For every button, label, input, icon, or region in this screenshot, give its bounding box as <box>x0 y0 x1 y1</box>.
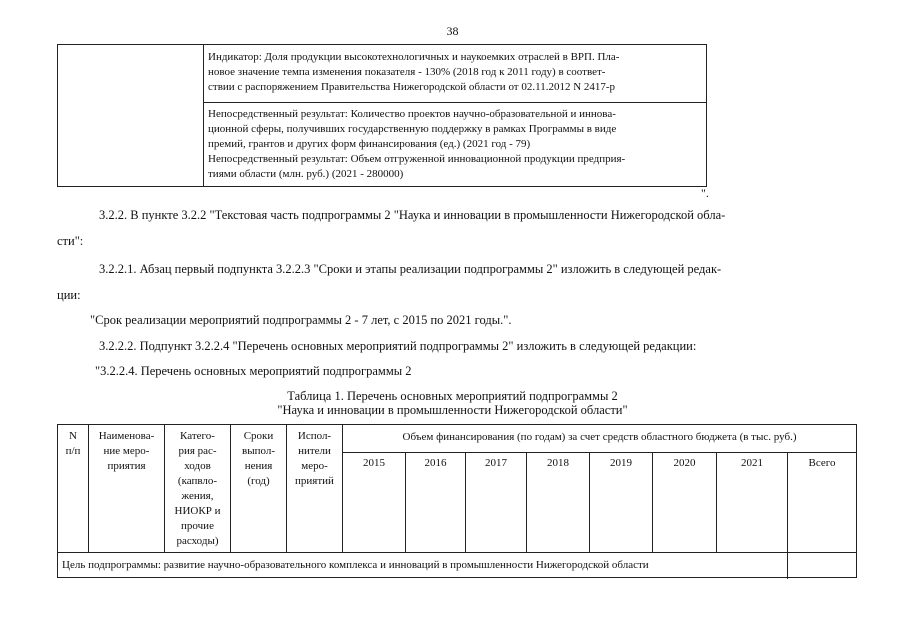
page-number: 38 <box>446 24 459 38</box>
paragraph-3-2-2-1: 3.2.2.1. Абзац первый подпункта 3.2.2.3 "Сроки и этапы реализации подпрограммы 2" изложить в следующей редак- <box>99 262 722 276</box>
indicator-line: Индикатор: Доля продукции высокотехнологичных и наукоемких отраслей в ВРП. Пла- <box>208 51 620 63</box>
result-cell <box>208 107 625 182</box>
header-year: 2015 <box>363 457 385 469</box>
table-title <box>0 389 905 417</box>
result-line: Непосредственный результат: Объем отгруженной инновационной продукции предприя- <box>208 153 626 165</box>
header-year: 2019 <box>610 457 632 469</box>
paragraph-3-2-2: 3.2.2. В пункте 3.2.2 "Текстовая часть подпрограммы 2 "Наука и инновации в промышленности Нижегородской обла- <box>99 208 726 222</box>
grid-line <box>58 552 856 553</box>
result-line: тиями области (млн. руб.) (2021 - 280000) <box>208 168 404 180</box>
indicator-line: новое значение темпа изменения показателя - 130% (2018 год к 2011 году) в соответ- <box>208 66 606 78</box>
header-terms: Сроки выпол- нения (год) <box>242 430 275 487</box>
paragraph-3-2-2-1-cont: ции: <box>57 288 81 302</box>
paragraph-term-quote: "Срок реализации мероприятий подпрограммы 2 - 7 лет, с 2015 по 2021 годы.". <box>90 313 512 327</box>
grid-line <box>342 452 856 453</box>
header-year: 2020 <box>673 457 696 469</box>
header-year: 2021 <box>741 457 763 469</box>
closing-quote: ". <box>701 186 709 200</box>
header-activity-name: Наименова- ние меро- приятия <box>98 430 155 472</box>
result-line: ционной сферы, получивших государственную поддержку в рамках Программы в виде <box>208 123 617 135</box>
indicator-table <box>57 44 707 187</box>
indicator-cell <box>208 50 619 95</box>
row-divider <box>203 102 706 103</box>
header-year: 2016 <box>424 457 447 469</box>
result-line: премий, грантов и других форм финансирования (ед.) (2021 год - 79) <box>208 138 531 150</box>
header-number: N п/п <box>65 430 81 457</box>
indicator-line: ствии с распоряжением Правительства Нижегородской области от 02.11.2012 N 2417-р <box>208 81 616 93</box>
table-title-line: "Наука и инновации в промышленности Нижегородской области" <box>277 403 628 417</box>
paragraph-3-2-2-cont: сти": <box>57 234 84 248</box>
main-table <box>57 424 857 578</box>
column-divider <box>203 45 204 186</box>
table-title-line: Таблица 1. Перечень основных мероприятий подпрограммы 2 <box>287 389 618 403</box>
header-funding: Объем финансирования (по годам) за счет средств областного бюджета (в тыс. руб.) <box>402 431 797 443</box>
goal-row: Цель подпрограммы: развитие научно-образовательного комплекса и инноваций в промышленности Нижегородской области <box>62 559 649 571</box>
grid-line <box>787 452 788 579</box>
paragraph-3-2-2-4: "3.2.2.4. Перечень основных мероприятий подпрограммы 2 <box>95 364 412 378</box>
header-executors: Испол- нители меро- приятий <box>295 430 334 487</box>
paragraph-3-2-2-2: 3.2.2.2. Подпункт 3.2.2.4 "Перечень основных мероприятий подпрограммы 2" изложить в следующей редакции: <box>99 339 697 353</box>
header-total: Всего <box>808 457 836 469</box>
header-year: 2017 <box>485 457 507 469</box>
result-line: Непосредственный результат: Количество проектов научно-образовательной и иннова- <box>208 108 616 120</box>
header-expense-category: Катего- рия рас- ходов (капвло- жения, НИОКР и прочие расходы) <box>174 430 221 547</box>
header-year: 2018 <box>547 457 569 469</box>
